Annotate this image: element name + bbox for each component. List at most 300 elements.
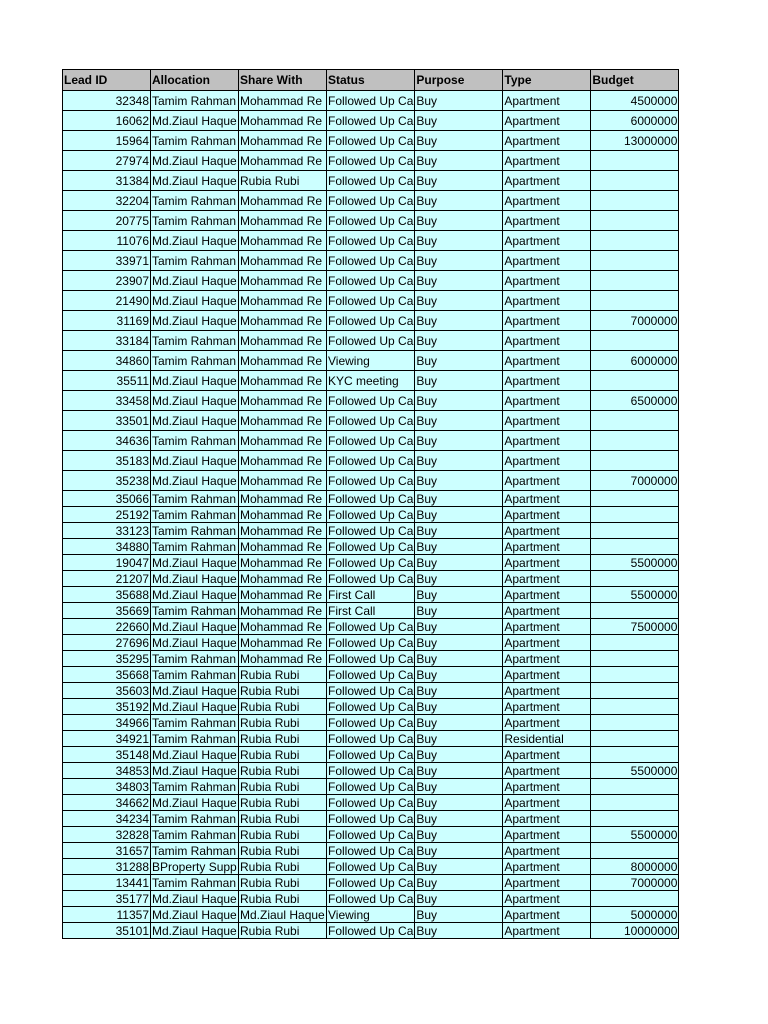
status-cell: Followed Up Ca <box>327 291 415 311</box>
type-cell: Apartment <box>503 151 591 171</box>
type-cell: Apartment <box>503 555 591 571</box>
budget-cell <box>591 331 679 351</box>
lead-id-cell: 35238 <box>63 471 151 491</box>
allocation-cell: Tamim Rahman <box>151 779 239 795</box>
status-cell: Followed Up Ca <box>327 111 415 131</box>
allocation-cell: Tamim Rahman <box>151 875 239 891</box>
table-row <box>63 371 679 391</box>
allocation-cell: Md.Ziaul Haque <box>152 699 237 714</box>
allocation-cell: Tamim Rahman <box>151 843 239 859</box>
type-cell: Apartment <box>503 859 591 875</box>
allocation-cell: Md.Ziaul Haque <box>152 683 237 698</box>
share-with-cell: Rubia Rubi <box>239 763 327 779</box>
table-row <box>63 587 679 603</box>
lead-id-cell: 25192 <box>63 507 151 523</box>
type-cell: Apartment <box>503 271 591 291</box>
status-cell: KYC meeting <box>327 371 415 391</box>
purpose-cell: Buy <box>415 411 503 431</box>
allocation-cell: Tamim Rahman <box>151 431 239 451</box>
allocation-cell: Md.Ziaul Haque <box>152 891 237 906</box>
table-row <box>63 211 679 231</box>
budget-cell: 4500000 <box>591 91 679 111</box>
budget-cell: 5500000 <box>591 587 679 603</box>
allocation-cell: Tamim Rahman <box>151 603 239 619</box>
status-cell: Followed Up Ca <box>328 667 414 682</box>
purpose-cell: Buy <box>415 171 503 191</box>
allocation-cell: Tamim Rahman <box>151 827 239 843</box>
table-row <box>63 763 679 779</box>
status-cell: Followed Up Ca <box>327 431 415 451</box>
table-row <box>63 471 679 491</box>
status-cell: First Call <box>327 603 415 619</box>
table-row <box>63 331 679 351</box>
type-cell: Apartment <box>503 827 591 843</box>
table-row <box>63 907 679 923</box>
status-cell: Followed Up Ca <box>328 491 414 506</box>
purpose-cell: Buy <box>415 747 503 763</box>
type-cell: Apartment <box>503 451 591 471</box>
budget-cell: 8000000 <box>591 859 679 875</box>
status-cell: Followed Up Ca <box>328 747 414 762</box>
share-with-cell: Mohammad Re <box>239 191 327 211</box>
share-with-cell: Rubia Rubi <box>239 667 327 683</box>
status-cell: Followed Up Ca <box>328 523 414 538</box>
budget-cell <box>591 715 679 731</box>
type-cell: Apartment <box>503 619 591 635</box>
allocation-cell: Md.Ziaul Haque <box>152 907 237 922</box>
purpose-cell: Buy <box>415 431 503 451</box>
leads-table <box>62 69 679 939</box>
allocation-cell: Md.Ziaul Haque <box>152 555 237 570</box>
budget-cell <box>591 191 679 211</box>
share-with-cell: Mohammad Re <box>239 587 327 603</box>
table-row <box>63 795 679 811</box>
share-with-cell: Rubia Rubi <box>239 891 327 907</box>
table-row <box>63 731 679 747</box>
allocation-cell: Md.Ziaul Haque <box>151 151 239 171</box>
type-cell: Apartment <box>503 311 591 331</box>
allocation-cell: Md.Ziaul Haque <box>151 111 239 131</box>
status-cell: Followed Up Ca <box>327 271 415 291</box>
share-with-cell: Mohammad Re <box>239 351 327 371</box>
share-with-cell: Rubia Rubi <box>239 843 327 859</box>
share-with-cell: Mohammad Re <box>239 151 327 171</box>
type-cell: Apartment <box>503 779 591 795</box>
status-cell: Followed Up Ca <box>328 683 414 698</box>
purpose-cell: Buy <box>415 699 503 715</box>
status-cell: Followed Up Ca <box>328 779 414 794</box>
purpose-cell: Buy <box>415 891 503 907</box>
allocation-cell: Tamim Rahman <box>151 507 239 523</box>
share-with-cell: Mohammad Re <box>239 111 327 131</box>
lead-id-cell: 27974 <box>63 151 151 171</box>
budget-cell <box>591 843 679 859</box>
status-cell: Followed Up Ca <box>328 571 414 586</box>
budget-cell <box>591 651 679 667</box>
purpose-cell: Buy <box>415 231 503 251</box>
allocation-cell: Md.Ziaul Haque <box>151 291 239 311</box>
table-row <box>63 431 679 451</box>
share-with-cell: Mohammad Re <box>239 635 327 651</box>
type-cell: Apartment <box>503 191 591 211</box>
lead-id-cell: 34921 <box>63 731 151 747</box>
type-cell: Apartment <box>503 371 591 391</box>
table-row <box>63 451 679 471</box>
purpose-cell: Buy <box>415 667 503 683</box>
budget-cell: 5500000 <box>591 763 679 779</box>
table-row <box>63 351 679 371</box>
table-row <box>63 827 679 843</box>
status-cell: Followed Up Ca <box>328 555 414 570</box>
purpose-cell: Buy <box>415 523 503 539</box>
status-cell: Followed Up Ca <box>327 131 415 151</box>
table-row <box>63 843 679 859</box>
table-row <box>63 779 679 795</box>
header-row <box>63 70 679 91</box>
purpose-cell: Buy <box>415 111 503 131</box>
type-cell: Apartment <box>503 811 591 827</box>
budget-cell: 10000000 <box>591 923 679 939</box>
table-row <box>63 131 679 151</box>
purpose-cell: Buy <box>415 827 503 843</box>
purpose-cell: Buy <box>415 811 503 827</box>
budget-cell <box>591 231 679 251</box>
type-cell: Apartment <box>503 763 591 779</box>
table-row <box>63 391 679 411</box>
share-with-cell: Rubia Rubi <box>239 859 327 875</box>
header-type: Type <box>503 70 591 91</box>
lead-id-cell: 20775 <box>63 211 151 231</box>
table-row <box>63 311 679 331</box>
type-cell: Apartment <box>503 651 591 667</box>
allocation-cell: Tamim Rahman <box>151 191 239 211</box>
budget-cell: 6000000 <box>591 351 679 371</box>
status-cell: Followed Up Ca <box>327 151 415 171</box>
share-with-cell: Mohammad Re <box>239 411 327 431</box>
share-with-cell: Rubia Rubi <box>239 683 327 699</box>
allocation-cell: Tamim Rahman <box>151 523 239 539</box>
purpose-cell: Buy <box>415 843 503 859</box>
header-share-with: Share With <box>239 70 327 91</box>
status-cell: Followed Up Ca <box>327 251 415 271</box>
lead-id-cell: 21207 <box>63 571 151 587</box>
budget-cell <box>591 151 679 171</box>
share-with-cell: Mohammad Re <box>239 331 327 351</box>
status-cell: Followed Up Ca <box>327 171 415 191</box>
share-with-cell: Mohammad Re <box>239 231 327 251</box>
type-cell: Apartment <box>503 571 591 587</box>
table-row <box>63 571 679 587</box>
share-with-cell: Mohammad Re <box>239 619 327 635</box>
type-cell: Apartment <box>503 587 591 603</box>
budget-cell <box>591 291 679 311</box>
purpose-cell: Buy <box>415 651 503 667</box>
status-cell: Viewing <box>327 351 415 371</box>
allocation-cell: Md.Ziaul Haque <box>152 795 237 810</box>
share-with-cell: Mohammad Re <box>239 271 327 291</box>
share-with-cell: Mohammad Re <box>239 211 327 231</box>
purpose-cell: Buy <box>415 351 503 371</box>
status-cell: Followed Up Ca <box>327 411 415 431</box>
table-row <box>63 411 679 431</box>
purpose-cell: Buy <box>415 731 503 747</box>
type-cell: Apartment <box>503 875 591 891</box>
lead-id-cell: 35295 <box>63 651 151 667</box>
budget-cell <box>591 747 679 763</box>
purpose-cell: Buy <box>415 251 503 271</box>
type-cell: Apartment <box>503 291 591 311</box>
type-cell: Apartment <box>503 523 591 539</box>
purpose-cell: Buy <box>415 715 503 731</box>
type-cell: Apartment <box>503 715 591 731</box>
status-cell: Followed Up Ca <box>327 231 415 251</box>
purpose-cell: Buy <box>415 683 503 699</box>
share-with-cell: Rubia Rubi <box>239 699 327 715</box>
share-with-cell: Mohammad Re <box>239 311 327 331</box>
table-row <box>63 667 679 683</box>
share-with-cell: Mohammad Re <box>239 523 327 539</box>
budget-cell <box>591 431 679 451</box>
purpose-cell: Buy <box>415 471 503 491</box>
status-cell: Followed Up Ca <box>327 471 415 491</box>
table-body <box>63 91 679 939</box>
budget-cell <box>591 507 679 523</box>
status-cell: Followed Up Ca <box>328 891 414 906</box>
budget-cell <box>591 795 679 811</box>
allocation-cell: Tamim Rahman <box>151 251 239 271</box>
allocation-cell: Tamim Rahman <box>151 651 239 667</box>
purpose-cell: Buy <box>415 571 503 587</box>
purpose-cell: Buy <box>415 191 503 211</box>
budget-cell: 7500000 <box>591 619 679 635</box>
status-cell: Followed Up Ca <box>328 715 414 730</box>
purpose-cell: Buy <box>415 635 503 651</box>
allocation-cell: Tamim Rahman <box>151 491 239 507</box>
budget-cell <box>591 539 679 555</box>
purpose-cell: Buy <box>415 875 503 891</box>
purpose-cell: Buy <box>415 603 503 619</box>
purpose-cell: Buy <box>415 331 503 351</box>
lead-id-cell: 35066 <box>63 491 151 507</box>
table-row <box>63 859 679 875</box>
type-cell: Apartment <box>503 795 591 811</box>
lead-id-cell: 34880 <box>63 539 151 555</box>
purpose-cell: Buy <box>415 491 503 507</box>
type-cell: Apartment <box>503 111 591 131</box>
status-cell: Followed Up Ca <box>328 827 414 842</box>
lead-id-cell: 15964 <box>63 131 151 151</box>
lead-id-cell: 33971 <box>63 251 151 271</box>
lead-id-cell: 33184 <box>63 331 151 351</box>
budget-cell: 5500000 <box>591 827 679 843</box>
allocation-cell: Tamim Rahman <box>151 667 239 683</box>
budget-cell: 7000000 <box>591 875 679 891</box>
purpose-cell: Buy <box>415 587 503 603</box>
allocation-cell: Tamim Rahman <box>151 91 239 111</box>
purpose-cell: Buy <box>415 619 503 635</box>
share-with-cell: Mohammad Re <box>239 451 327 471</box>
lead-id-cell: 32348 <box>63 91 151 111</box>
status-cell: Followed Up Ca <box>328 635 414 650</box>
lead-id-cell: 31169 <box>63 311 151 331</box>
allocation-cell: Md.Ziaul Haque <box>151 391 239 411</box>
table-row <box>63 923 679 939</box>
lead-id-cell: 22660 <box>63 619 151 635</box>
budget-cell <box>591 683 679 699</box>
share-with-cell: Mohammad Re <box>239 555 327 571</box>
lead-id-cell: 35148 <box>63 747 151 763</box>
lead-id-cell: 35668 <box>63 667 151 683</box>
table-row <box>63 555 679 571</box>
table-row <box>63 811 679 827</box>
lead-id-cell: 35669 <box>63 603 151 619</box>
budget-cell <box>591 699 679 715</box>
status-cell: Followed Up Ca <box>328 875 414 890</box>
allocation-cell: Tamim Rahman <box>151 811 239 827</box>
share-with-cell: Mohammad Re <box>239 651 327 667</box>
lead-id-cell: 21490 <box>63 291 151 311</box>
purpose-cell: Buy <box>415 507 503 523</box>
status-cell: Followed Up Ca <box>327 311 415 331</box>
share-with-cell: Mohammad Re <box>239 571 327 587</box>
status-cell: First Call <box>327 587 415 603</box>
allocation-cell: Md.Ziaul Haque <box>151 231 239 251</box>
status-cell: Followed Up Ca <box>327 211 415 231</box>
budget-cell: 5500000 <box>591 555 679 571</box>
purpose-cell: Buy <box>415 779 503 795</box>
budget-cell <box>591 411 679 431</box>
type-cell: Apartment <box>503 251 591 271</box>
lead-id-cell: 32828 <box>63 827 151 843</box>
allocation-cell: Md.Ziaul Haque <box>151 471 239 491</box>
allocation-cell: Md.Ziaul Haque <box>151 371 239 391</box>
header-purpose: Purpose <box>415 70 503 91</box>
lead-id-cell: 35511 <box>63 371 151 391</box>
table-row <box>63 191 679 211</box>
table-row <box>63 747 679 763</box>
type-cell: Apartment <box>503 923 591 939</box>
lead-id-cell: 34860 <box>63 351 151 371</box>
purpose-cell: Buy <box>415 763 503 779</box>
budget-cell <box>591 779 679 795</box>
share-with-cell: Md.Ziaul Haque <box>240 907 325 922</box>
status-cell: Followed Up Ca <box>327 91 415 111</box>
purpose-cell: Buy <box>415 795 503 811</box>
budget-cell <box>591 731 679 747</box>
lead-id-cell: 34662 <box>63 795 151 811</box>
lead-id-cell: 33458 <box>63 391 151 411</box>
purpose-cell: Buy <box>415 451 503 471</box>
table-row <box>63 603 679 619</box>
budget-cell <box>591 171 679 191</box>
table-row <box>63 291 679 311</box>
budget-cell: 13000000 <box>591 131 679 151</box>
type-cell: Apartment <box>503 491 591 507</box>
budget-cell <box>591 271 679 291</box>
table-row <box>63 619 679 635</box>
type-cell: Apartment <box>503 907 591 923</box>
share-with-cell: Rubia Rubi <box>239 747 327 763</box>
purpose-cell: Buy <box>415 151 503 171</box>
status-cell: Followed Up Ca <box>328 923 414 938</box>
share-with-cell: Mohammad Re <box>239 131 327 151</box>
share-with-cell: Mohammad Re <box>239 491 327 507</box>
share-with-cell: Mohammad Re <box>239 291 327 311</box>
lead-id-cell: 31384 <box>63 171 151 191</box>
budget-cell <box>591 667 679 683</box>
purpose-cell: Buy <box>415 371 503 391</box>
budget-cell <box>591 571 679 587</box>
type-cell: Apartment <box>503 411 591 431</box>
type-cell: Apartment <box>503 131 591 151</box>
purpose-cell: Buy <box>415 91 503 111</box>
lead-id-cell: 27696 <box>63 635 151 651</box>
table-row <box>63 651 679 667</box>
purpose-cell: Buy <box>415 907 503 923</box>
allocation-cell: Md.Ziaul Haque <box>151 451 239 471</box>
share-with-cell: Rubia Rubi <box>239 875 327 891</box>
share-with-cell: Rubia Rubi <box>239 731 327 747</box>
type-cell: Apartment <box>503 667 591 683</box>
status-cell: Followed Up Ca <box>328 507 414 522</box>
share-with-cell: Rubia Rubi <box>239 715 327 731</box>
lead-id-cell: 35603 <box>63 683 151 699</box>
purpose-cell: Buy <box>415 923 503 939</box>
allocation-cell: Md.Ziaul Haque <box>152 923 237 938</box>
purpose-cell: Buy <box>415 311 503 331</box>
lead-id-cell: 19047 <box>63 555 151 571</box>
lead-id-cell: 33501 <box>63 411 151 431</box>
budget-cell <box>591 451 679 471</box>
status-cell: Followed Up Ca <box>327 191 415 211</box>
allocation-cell: Md.Ziaul Haque <box>152 587 237 602</box>
budget-cell <box>591 251 679 271</box>
allocation-cell: Tamim Rahman <box>151 539 239 555</box>
budget-cell <box>591 603 679 619</box>
lead-id-cell: 35183 <box>63 451 151 471</box>
type-cell: Apartment <box>503 471 591 491</box>
budget-cell <box>591 891 679 907</box>
table-row <box>63 715 679 731</box>
type-cell: Apartment <box>503 331 591 351</box>
status-cell: Followed Up Ca <box>328 763 414 778</box>
table-row <box>63 271 679 291</box>
type-cell: Apartment <box>503 91 591 111</box>
budget-cell: 5000000 <box>591 907 679 923</box>
table-row <box>63 683 679 699</box>
allocation-cell: Tamim Rahman <box>151 211 239 231</box>
lead-id-cell: 11076 <box>63 231 151 251</box>
lead-id-cell: 34853 <box>63 763 151 779</box>
lead-id-cell: 23907 <box>63 271 151 291</box>
share-with-cell: Rubia Rubi <box>239 795 327 811</box>
share-with-cell: Mohammad Re <box>239 371 327 391</box>
status-cell: Followed Up Ca <box>328 795 414 810</box>
budget-cell: 7000000 <box>591 471 679 491</box>
table-row <box>63 523 679 539</box>
allocation-cell: Md.Ziaul Haque <box>151 411 239 431</box>
lead-id-cell: 31657 <box>63 843 151 859</box>
purpose-cell: Buy <box>415 211 503 231</box>
header-lead-id: Lead ID <box>63 70 151 91</box>
share-with-cell: Mohammad Re <box>239 471 327 491</box>
allocation-cell: Md.Ziaul Haque <box>152 619 237 634</box>
purpose-cell: Buy <box>415 131 503 151</box>
table-row <box>63 875 679 891</box>
budget-cell: 7000000 <box>591 311 679 331</box>
table-row <box>63 507 679 523</box>
share-with-cell: Rubia Rubi <box>239 171 327 191</box>
